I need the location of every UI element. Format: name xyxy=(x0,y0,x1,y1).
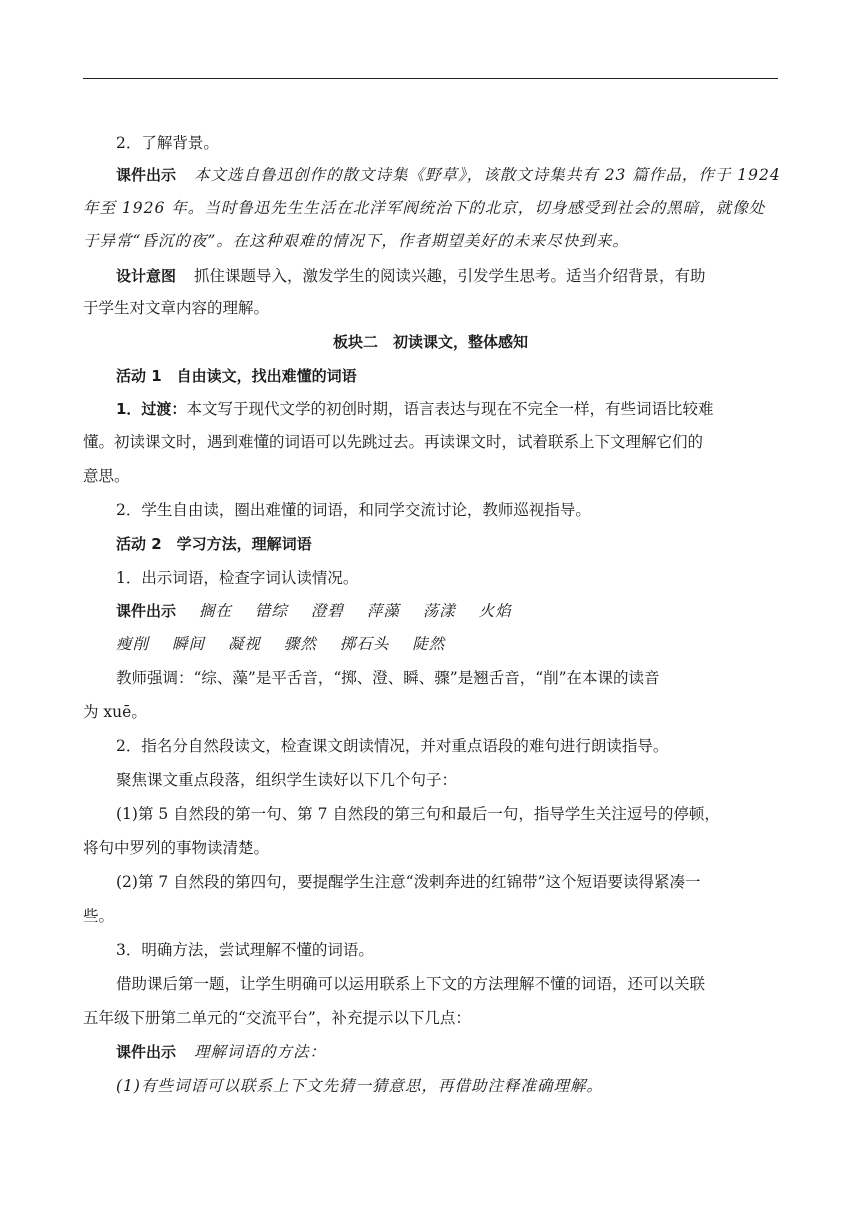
paragraph-line: 教师强调：“综、藻”是平舌音，“掷、澄、瞬、骤”是翘舌音，“削”在本课的读音 xyxy=(116,669,660,687)
transition-label: 1．过渡： xyxy=(116,400,187,418)
paragraph-line: 借助课后第一题，让学生明确可以运用联系上下文的方法理解不懂的词语，还可以关联 xyxy=(116,975,706,993)
vocab-word: 火焰 xyxy=(478,602,512,620)
paragraph-line xyxy=(83,1076,778,1096)
header-rule xyxy=(83,78,778,79)
courseware-label: 课件出示 xyxy=(116,1043,177,1061)
paragraph-line xyxy=(83,165,781,185)
paragraph-line: 2．指名分自然段读文，检查课文朗读情况，并对重点语段的难句进行朗读指导。 xyxy=(116,737,669,755)
vocab-word: 瞬间 xyxy=(171,635,205,653)
paragraph-line: 聚焦课文重点段落，组织学生读好以下几个句子： xyxy=(116,771,458,789)
paragraph-line: 五年级下册第二单元的“交流平台”，补充提示以下几点： xyxy=(83,1009,471,1027)
paragraph-line: (2)第 7 自然段的第四句，要提醒学生注意“泼剌奔进的红锦带”这个短语要读得紧凑一 xyxy=(116,873,701,891)
courseware-text: 于异常“昏沉的夜”。在这种艰难的情况下，作者期望美好的未来尽快到来。 xyxy=(83,232,629,250)
vocab-word: 凝视 xyxy=(227,635,261,653)
courseware-text: 本文选自鲁迅创作的散文诗集《野草》，该散文诗集共有 23 篇作品，作于 1924 xyxy=(194,166,781,184)
courseware-text: (1)有些词语可以联系上下文先猜一猜意思，再借助注释准确理解。 xyxy=(116,1077,603,1095)
paragraph-line: 2．学生自由读，圈出难懂的词语，和同学交流讨论，教师巡视指导。 xyxy=(116,501,591,519)
word-list-line xyxy=(83,601,778,621)
courseware-label: 课件出示 xyxy=(116,166,177,184)
activity-heading: 活动 2 学习方法，理解词语 xyxy=(116,535,312,553)
paragraph-line xyxy=(83,198,778,218)
paragraph-line: 为 xuē。 xyxy=(83,703,147,721)
vocab-word: 骤然 xyxy=(283,635,317,653)
courseware-text: 理解词语的方法： xyxy=(194,1043,327,1061)
transition-text: 本文写于现代文学的初创时期，语言表达与现在不完全一样，有些词语比较难 xyxy=(186,400,714,418)
vocab-word: 瘦削 xyxy=(116,635,150,653)
vocab-word: 澄碧 xyxy=(310,602,344,620)
paragraph-line: 3．明确方法，尝试理解不懂的词语。 xyxy=(116,941,374,959)
vocab-word: 萍藻 xyxy=(366,602,400,620)
courseware-label: 课件出示 xyxy=(116,602,177,620)
paragraph-line: 2．了解背景。 xyxy=(116,134,219,152)
vocab-word: 错综 xyxy=(254,602,288,620)
vocab-word: 荡漾 xyxy=(422,602,456,620)
activity-heading: 活动 1 自由读文，找出难懂的词语 xyxy=(116,367,357,385)
paragraph-line: 懂。初读课文时，遇到难懂的词语可以先跳过去。再读课文时，试着联系上下文理解它们的 xyxy=(83,433,704,451)
vocab-word: 陡然 xyxy=(412,635,446,653)
paragraph-line: 些。 xyxy=(83,907,115,925)
paragraph-line: 于学生对文章内容的理解。 xyxy=(83,299,270,317)
word-list-line xyxy=(83,634,778,654)
paragraph-line: (1)第 5 自然段的第一句、第 7 自然段的第三句和最后一句，指导学生关注逗号的停顿， xyxy=(116,805,720,823)
paragraph-line: 意思。 xyxy=(83,467,130,485)
paragraph-line: 1．出示词语，检查字词认读情况。 xyxy=(116,569,359,587)
vocab-word: 搁在 xyxy=(198,602,232,620)
paragraph-line xyxy=(83,1042,778,1062)
paragraph-line xyxy=(83,231,778,251)
courseware-text: 年至 1926 年。当时鲁迅先生生活在北洋军阀统治下的北京，切身感受到社会的黑暗，就像处 xyxy=(83,199,766,217)
paragraph-line xyxy=(83,266,778,286)
paragraph-line xyxy=(83,399,778,419)
vocab-word: 掷石头 xyxy=(339,635,390,653)
design-intent-label: 设计意图 xyxy=(116,267,177,285)
paragraph-line: 将句中罗列的事物读清楚。 xyxy=(83,839,270,857)
design-intent-text: 抓住课题导入，激发学生的阅读兴趣，引发学生思考。适当介绍背景，有助 xyxy=(194,267,706,285)
section-heading: 板块二 初读课文，整体感知 xyxy=(332,333,528,351)
